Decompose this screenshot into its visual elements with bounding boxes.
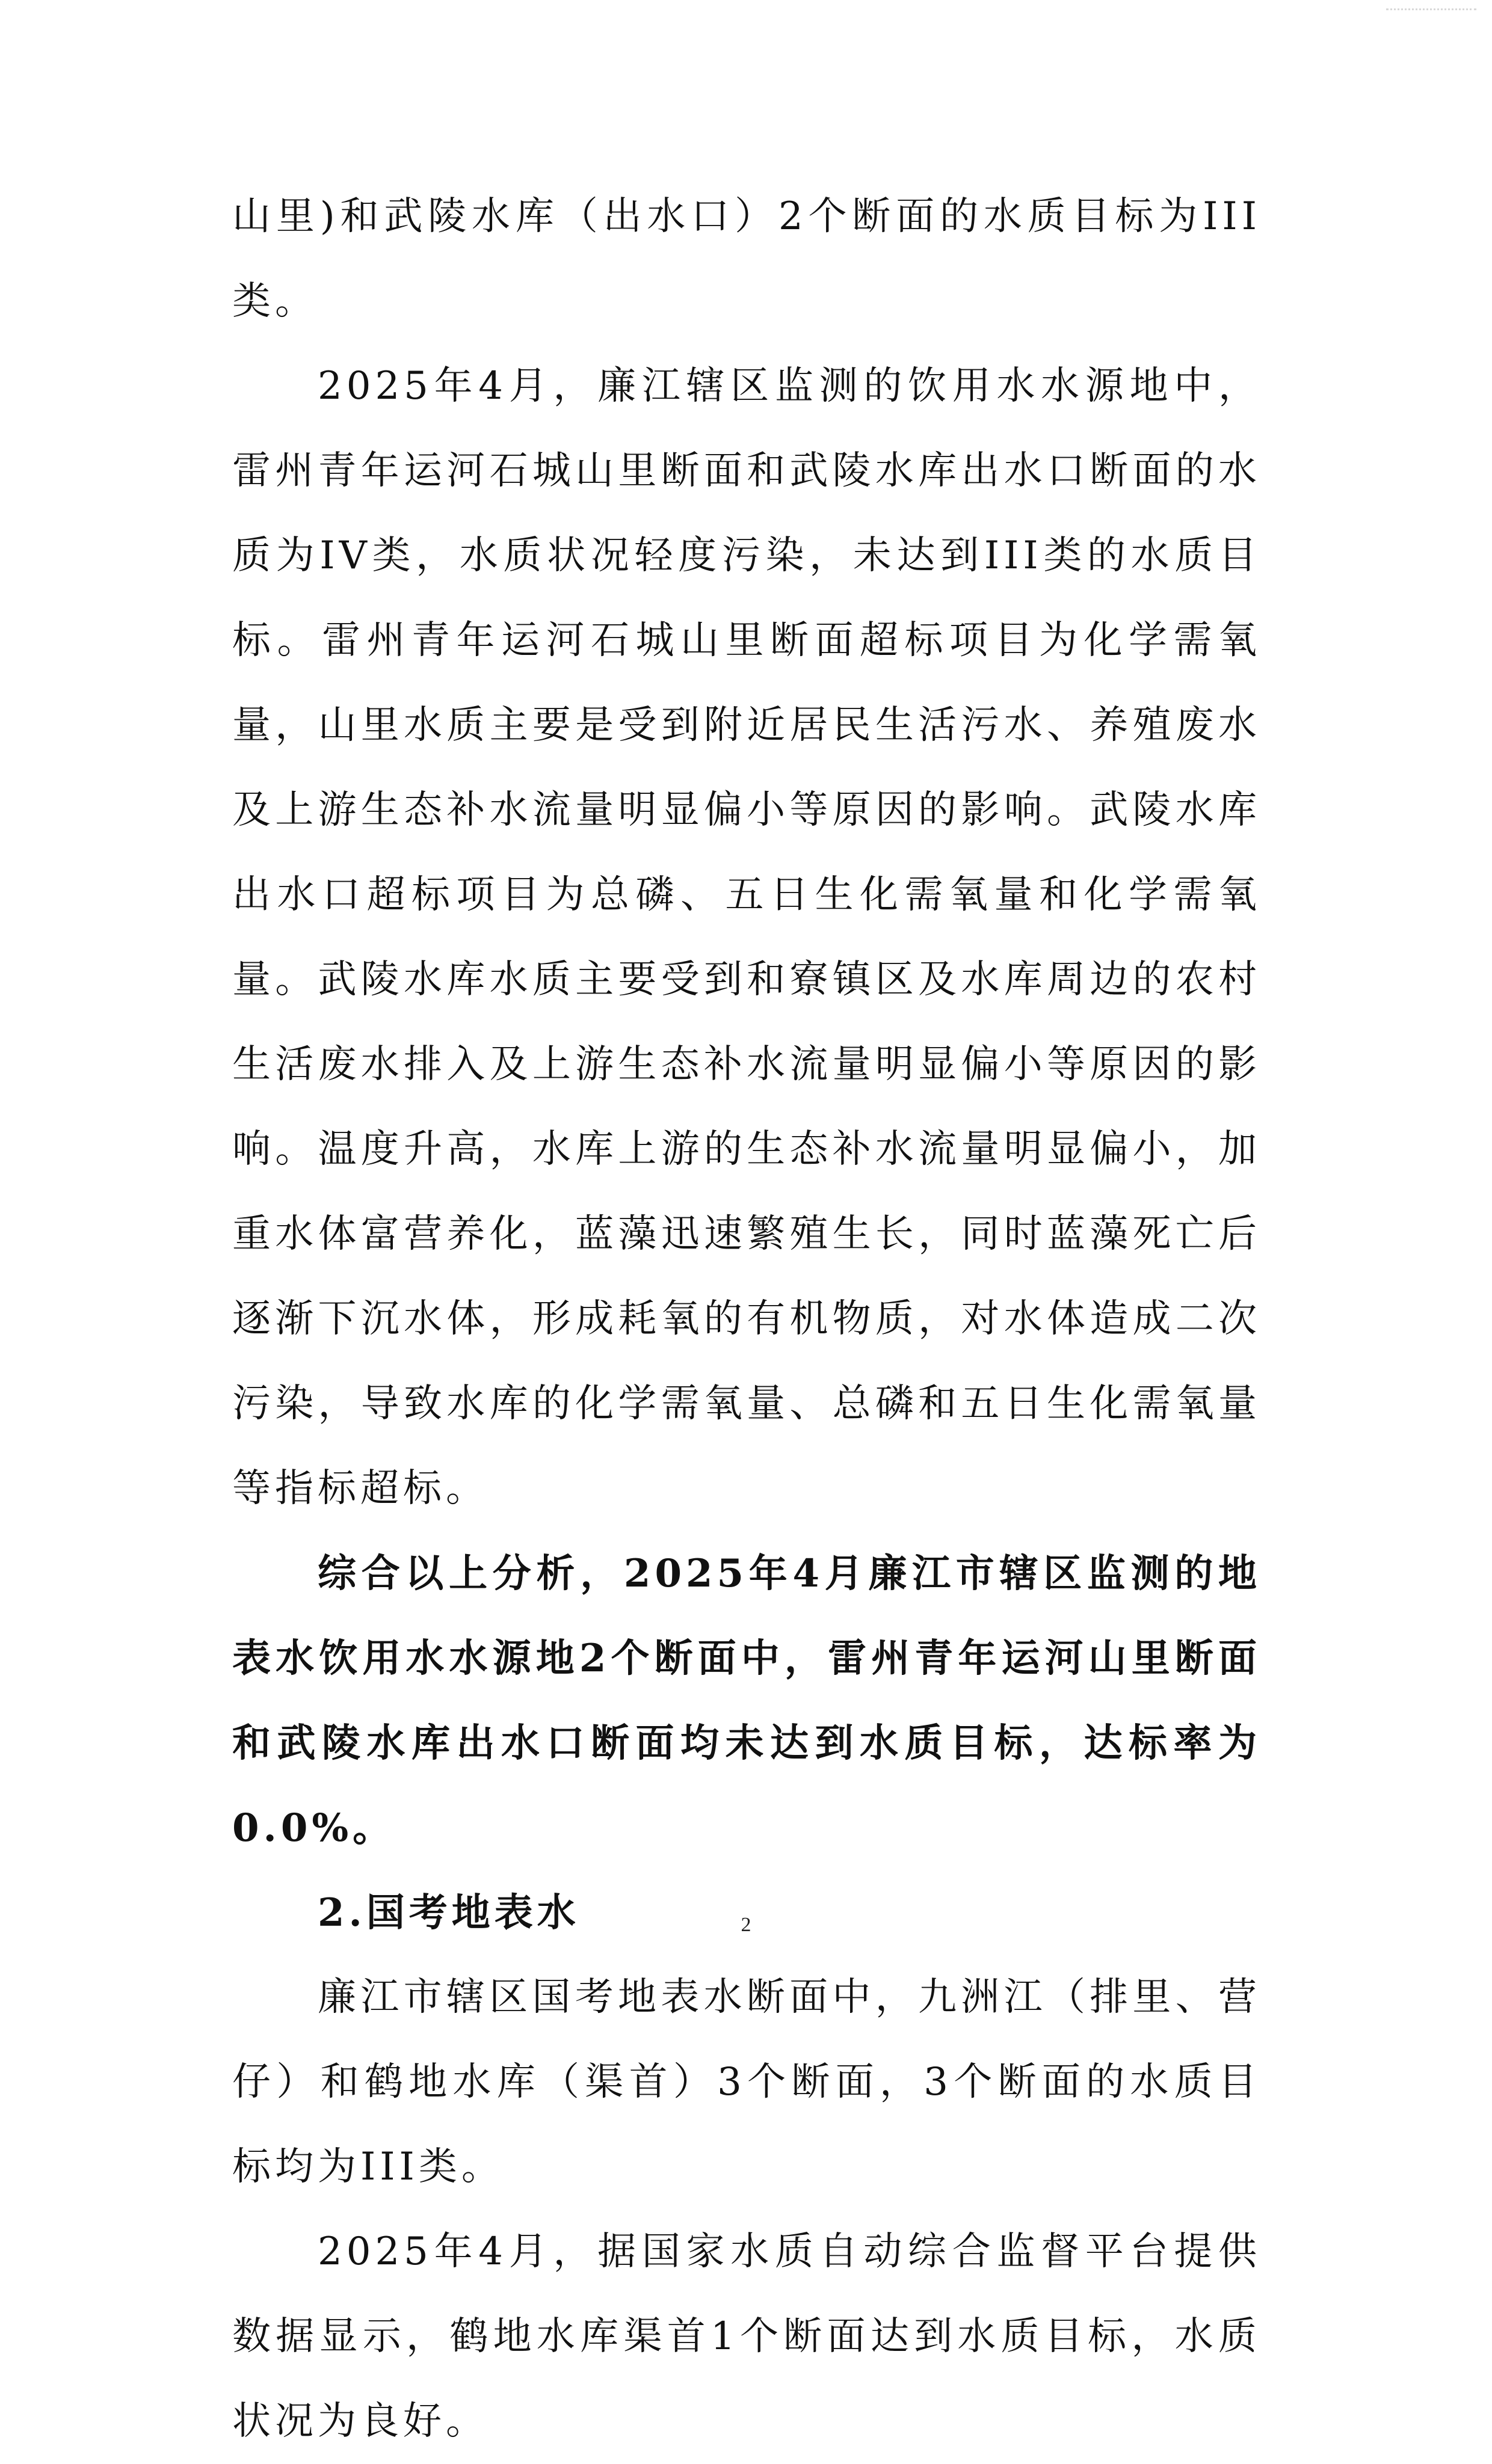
paragraph-monitoring-results: 2025年4月，廉江辖区监测的饮用水水源地中，雷州青年运河石城山里断面和武陵水库出水口断面的水质为IV类，水质状况轻度污染，未达到III类的水质目标。雷州青年运河石城山里断面超标项目为化学需氧量，山里水质主要是受到附近居民生活污水、养殖废水及上游生态补水流量明显偏小等原因的影响。武陵水库出水口超标项目为总磷、五日生化需氧量和化学需氧量。武陵水库水质主要受到和寮镇区及水库周边的农村生活废水排入及上游生态补水流量明显偏小等原因的影响。温度升高，水库上游的生态补水流量明显偏小，加重水体富营养化，蓝藻迅速繁殖生长，同时蓝藻死亡后逐渐下沉水体，形成耗氧的有机物质，对水体造成二次污染，导致水库的化学需氧量、总磷和五日生化需氧量等指标超标。 — [232, 364, 1261, 1511]
scan-edge-mark — [1386, 0, 1476, 10]
body-text — [232, 174, 1261, 2464]
section-heading-national-surface-water: 2.国考地表水 — [318, 1890, 580, 1935]
paragraph-platform-data: 2025年4月，据国家水质自动综合监督平台提供数据显示，鹤地水库渠首1个断面达到水质目标，水质状况为良好。 — [232, 2229, 1261, 2444]
paragraph-national-sections: 廉江市辖区国考地表水断面中，九洲江（排里、营仔）和鹤地水库（渠首）3个断面，3个断面的水质目标均为III类。 — [232, 1975, 1261, 2189]
paragraph-summary: 综合以上分析，2025年4月廉江市辖区监测的地表水饮用水水源地2个断面中，雷州青年运河山里断面和武陵水库出水口断面均未达到水质目标，达标率为0.0%。 — [232, 1551, 1261, 1851]
page-number: 2 — [741, 1914, 751, 1936]
paragraph-continuation: 山里)和武陵水库（出水口）2个断面的水质目标为III类。 — [232, 194, 1261, 324]
